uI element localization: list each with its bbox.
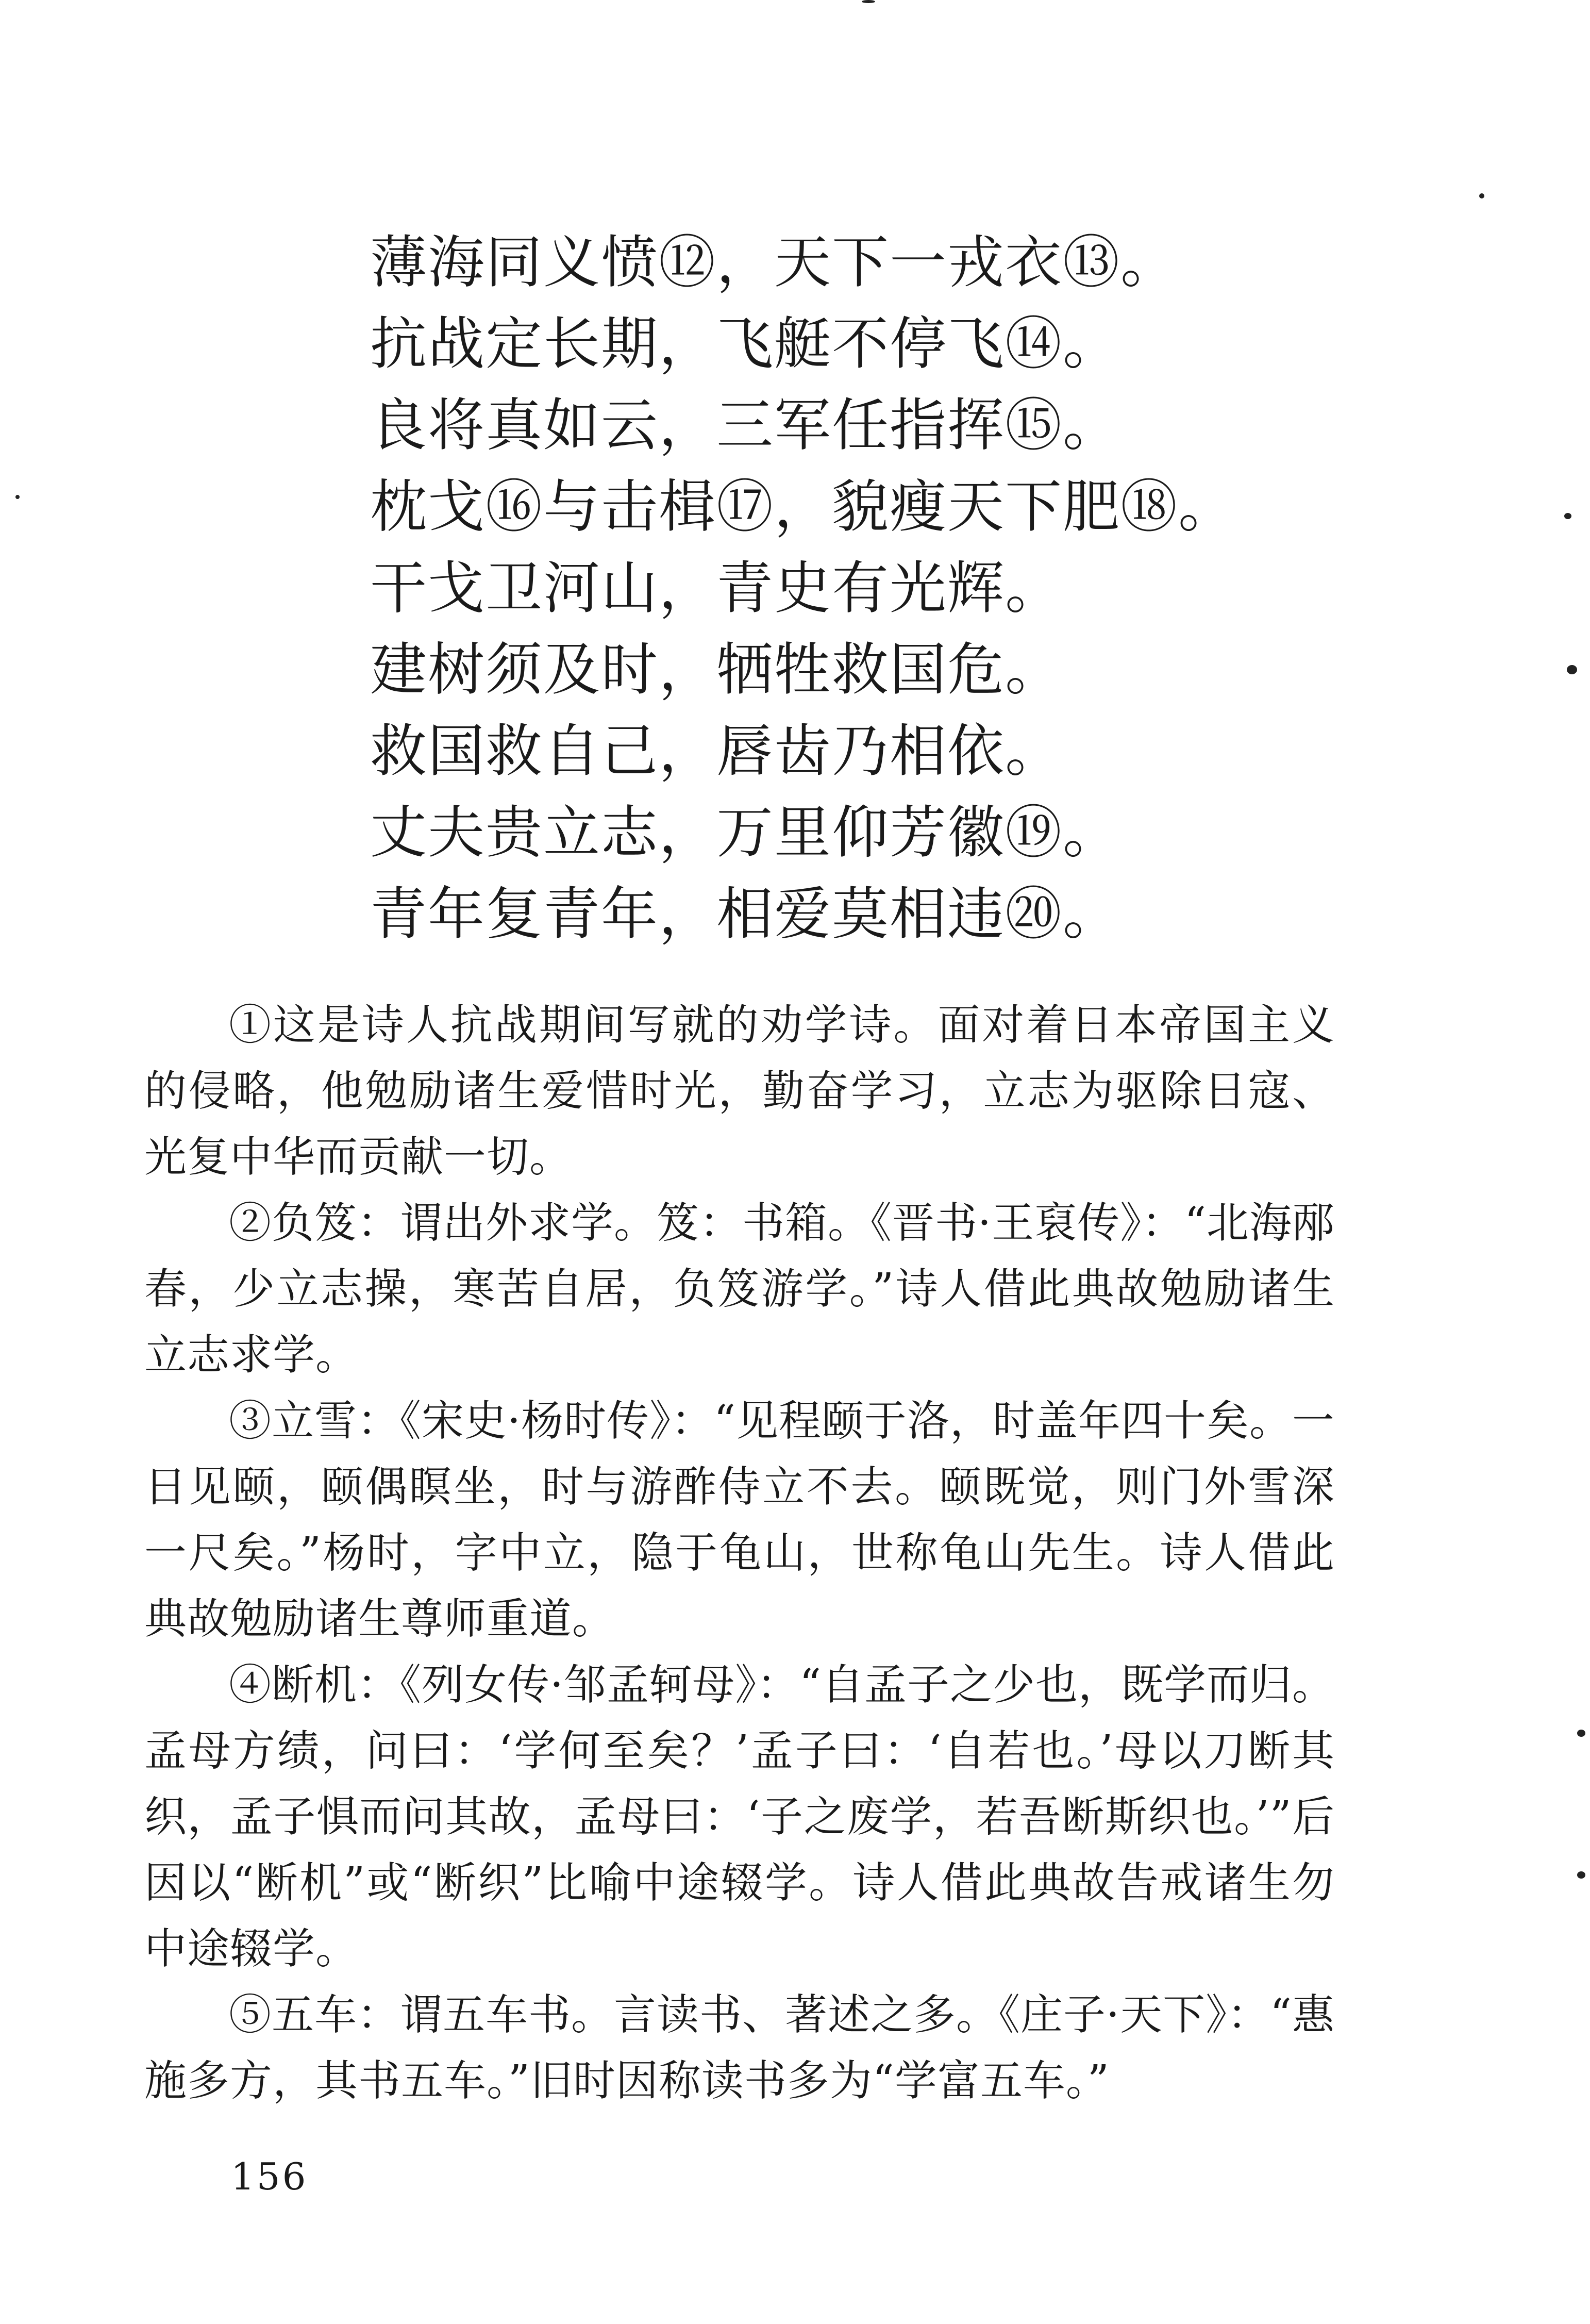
- scan-speck: [1567, 665, 1577, 674]
- scan-speck: [1479, 193, 1484, 198]
- poem-line: 建树须及时，牺牲救国危。: [370, 637, 1063, 703]
- scan-speck: [1577, 1871, 1585, 1879]
- note-2: ②负笈：谓出外求学。笈：书箱。《晋书·王裒传》：“北海邴春，少立志操，寒苦自居，负笈游学。”诗人借此典故勉励诸生立志求学。: [144, 1199, 1335, 1380]
- scan-speck: [862, 0, 875, 3]
- note-5: ⑤五车：谓五车书。言读书、著述之多。《庄子·天下》：“惠施多方，其书五车。”旧时因称读书多为“学富五车。”: [144, 1990, 1335, 2105]
- note-4: ④断机：《列女传·邹孟轲母》：“自孟子之少也，既学而归。孟母方绩，问曰：‘学何至矣？’孟子曰：‘自若也。’母以刀断其织，孟子惧而问其故，孟母曰：‘子之废学，若吾断斯织也。’”后因以“断机”或“断织”比喻中途辍学。诗人借此典故告戒诸生勿中途辍学。: [144, 1661, 1335, 1973]
- note-1: ①这是诗人抗战期间写就的劝学诗。面对着日本帝国主义的侵略，他勉励诸生爱惜时光，勤奋学习，立志为驱除日寇、光复中华而贡献一切。: [144, 1001, 1335, 1182]
- annotations: [144, 992, 1335, 2114]
- poem-line: 救国救自己，唇齿乃相依。: [370, 718, 1063, 784]
- poem-line: 青年复青年，相爱莫相违⑳。: [370, 881, 1120, 947]
- poem: [370, 222, 1401, 955]
- scan-speck: [15, 495, 20, 499]
- poem-line: 枕戈⑯与击楫⑰，貌瘦天下肥⑱。: [370, 474, 1236, 540]
- poem-line: 丈夫贵立志，万里仰芳徽⑲。: [370, 800, 1120, 866]
- scan-speck: [1564, 513, 1571, 519]
- poem-line: 薄海同义愤⑫，天下一戎衣⑬。: [370, 229, 1178, 295]
- poem-line: 抗战定长期，飞艇不停飞⑭。: [370, 311, 1120, 377]
- poem-line: 干戈卫河山，青史有光辉。: [370, 555, 1063, 621]
- poem-line: 良将真如云，三军任指挥⑮。: [370, 392, 1120, 458]
- scan-speck: [1577, 1730, 1585, 1737]
- note-3: ③立雪：《宋史·杨时传》：“见程颐于洛，时盖年四十矣。一日见颐，颐偶瞑坐，时与游酢侍立不去。颐既觉，则门外雪深一尺矣。”杨时，字中立，隐于龟山，世称龟山先生。诗人借此典故勉励诸生尊师重道。: [144, 1397, 1335, 1644]
- page-number: 156: [231, 2155, 308, 2198]
